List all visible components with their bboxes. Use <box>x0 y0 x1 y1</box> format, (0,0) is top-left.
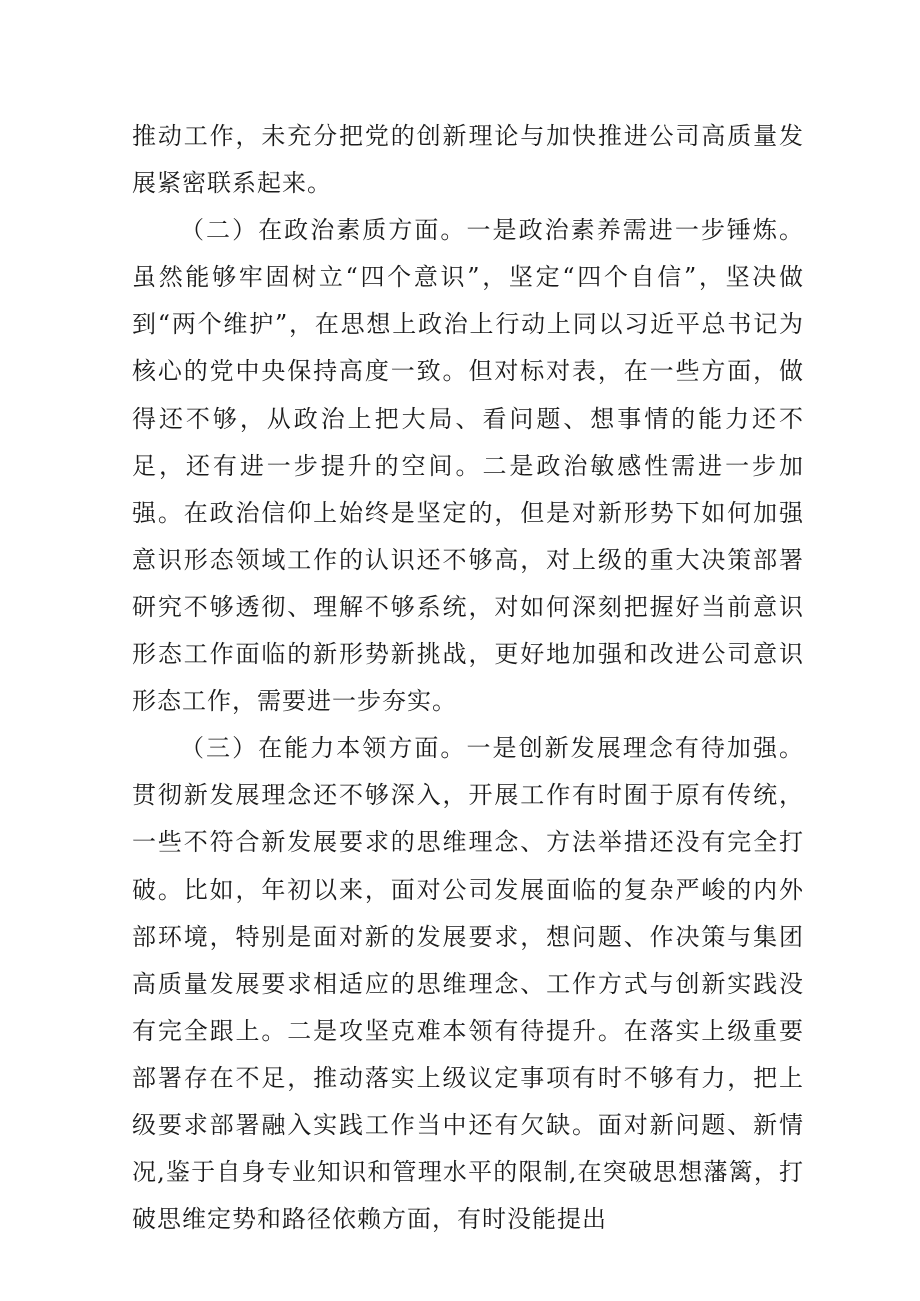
document-body <box>132 113 804 1243</box>
paragraph-continuation: 推动工作，未充分把党的创新理论与加快推进公司高质量发展紧密联系起来。 <box>132 122 804 198</box>
paragraph-capability: （三）在能力本领方面。一是创新发展理念有待加强。贯彻新发展理念还不够深入，开展工作有时囿于原有传统，一些不符合新发展要求的思维理念、方法举措还没有完全打破。比如，年初以来，面对公司发展面临的复杂严峻的内外部环境，特别是面对新的发展要求，想问题、作决策与集团高质量发展要求相适应的思维理念、工作方式与创新实践没有完全跟上。二是攻坚克难本领有待提升。在落实上级重要部署存在不足，推动落实上级议定事项有时不够有力，把上级要求部署融入实践工作当中还有欠缺。面对新问题、新情况,鉴于自身专业知识和管理水平的限制,在突破思想藩篱，打破思维定势和路径依赖方面，有时没能提出 <box>132 734 804 1234</box>
paragraph-political-quality: （二）在政治素质方面。一是政治素养需进一步锤炼。虽然能够牢固树立“四个意识”，坚定“四个自信”，坚决做到“两个维护”，在思想上政治上行动上同以习近平总书记为核心的党中央保持高度一致。但对标对表，在一些方面，做得还不够，从政治上把大局、看问题、想事情的能力还不足，还有进一步提升的空间。二是政治敏感性需进一步加强。在政治信仰上始终是坚定的，但是对新形势下如何加强意识形态领域工作的认识还不够高，对上级的重大决策部署研究不够透彻、理解不够系统，对如何深刻把握好当前意识形态工作面临的新形势新挑战，更好地加强和改进公司意识形态工作，需要进一步夯实。 <box>132 216 804 716</box>
